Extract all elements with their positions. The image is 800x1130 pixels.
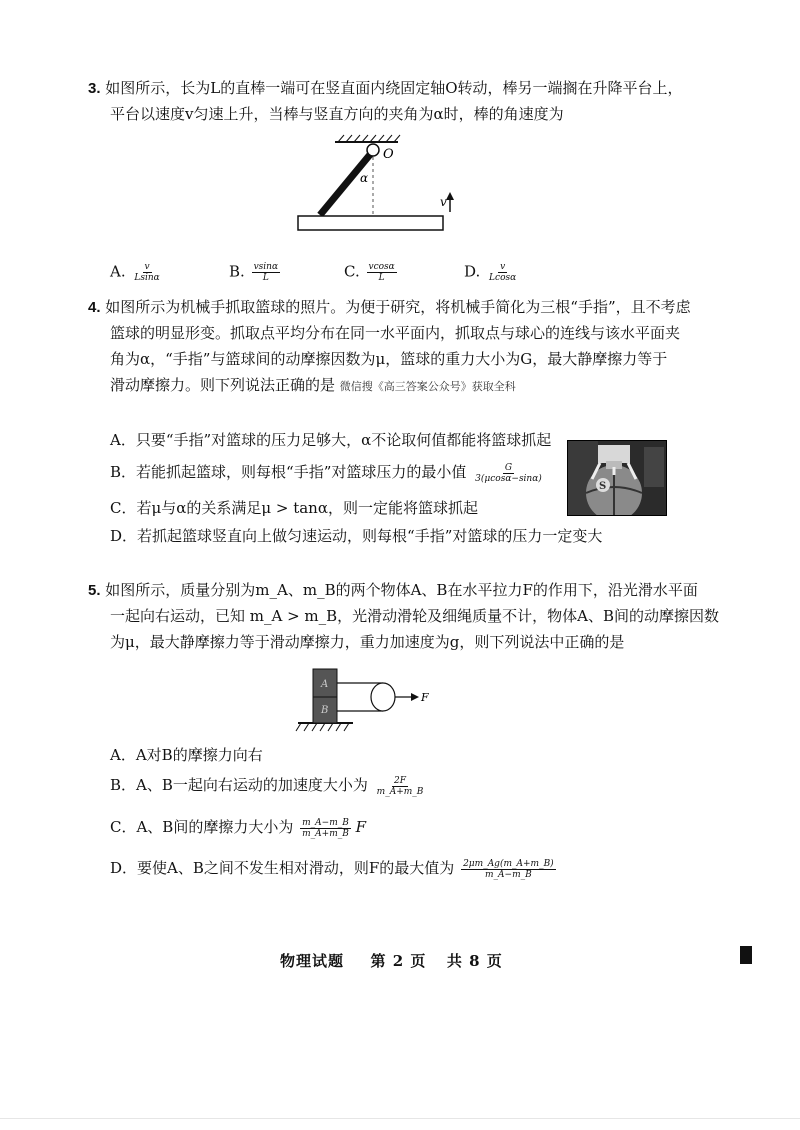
- q5-label-F: F: [421, 691, 429, 704]
- q5-option-a: A．A对B的摩擦力向右: [110, 746, 263, 764]
- basketball-robot-photo: [567, 440, 667, 516]
- q5-line3: 为μ，最大静摩擦力等于滑动摩擦力，重力加速度为g，则下列说法中正确的是: [110, 633, 625, 651]
- q5-number: 5.: [88, 582, 101, 599]
- q5-option-b: B．A、B一起向右运动的加速度大小为 $\frac{2F}{m\_A+m\_B}$: [110, 775, 424, 797]
- q5-option-d: D．要使A、B之间不发生相对滑动，则F的最大值为 $\frac{2\mu m\_Ag(m\_A+m\_B)}{m\_A-m\_B}$: [110, 858, 554, 880]
- q4-option-b: B．若能抓起篮球，则每根“手指”对篮球压力的最小值 $\frac{G}{3(\mu\cos\alpha-\sin\alpha)}$: [110, 462, 542, 484]
- q3-option-d: D. $\frac{v}{Lcos\alpha}$: [464, 262, 517, 283]
- q5-option-c: C．A、B间的摩擦力大小为 $\frac{m\_A-m\_B}{m\_A+m\_B}$ F: [110, 817, 367, 839]
- q5-line2: 一起向右运动，已知 m_A > m_B，光滑动滑轮及细绳质量不计，物体A、B间的动摩擦因数: [110, 607, 720, 625]
- footer-subject: 物理试题: [280, 952, 345, 970]
- q4-line1: 4. 如图所示为机械手抓取篮球的照片。为便于研究，将机械手简化为三根“手指”，且不考虑: [88, 298, 691, 316]
- q3-label-alpha: α: [360, 171, 369, 185]
- q5-figure: [293, 665, 443, 737]
- q3-label-v: v: [440, 195, 447, 209]
- q4-option-a: A．只要“手指”对篮球的压力足够大，α不论取何值都能将篮球抓起: [110, 431, 552, 449]
- q4-line3: 角为α，“手指”与篮球间的动摩擦因数为μ，篮球的重力大小为G，最大静摩擦力等于: [110, 350, 668, 368]
- q4-option-c: C．若μ与α的关系满足μ > tanα，则一定能将篮球抓起: [110, 499, 478, 517]
- q4-number: 4.: [88, 299, 101, 316]
- q3-text-1: 如图所示，长为L的直棒一端可在竖直面内绕固定轴O转动，棒另一端搁在升降平台上，: [105, 79, 683, 97]
- q3-line1: [88, 78, 683, 99]
- corner-mark: [740, 946, 752, 964]
- q3-option-a: A. $\frac{v}{Lsin\alpha}$: [110, 262, 160, 283]
- footer-total: 共 8 页: [446, 952, 503, 970]
- q5-label-B: B: [321, 705, 329, 716]
- q3-label-O: O: [383, 147, 394, 162]
- watermark-text: 微信搜《高三答案公众号》获取全科: [339, 380, 516, 393]
- q5-label-A: A: [321, 679, 329, 690]
- q3-number: 3.: [88, 80, 101, 97]
- q3-line2: 平台以速度v匀速上升，当棒与竖直方向的夹角为α时，棒的角速度为: [110, 105, 564, 123]
- q3-figure: [290, 134, 460, 242]
- footer-page: 第 2 页: [370, 952, 427, 970]
- page-footer: [280, 950, 503, 971]
- q3-option-b: B. $\frac{vsin\alpha}{L}$: [229, 262, 279, 283]
- q4-line4: 滑动摩擦力。则下列说法正确的是 微信搜《高三答案公众号》获取全科: [110, 376, 516, 394]
- q4-line2: 篮球的明显形变。抓取点平均分布在同一水平面内，抓取点与球心的连线与该水平面夹: [110, 324, 681, 342]
- bottom-divider: [0, 1118, 800, 1119]
- q5-line1: 5. 如图所示，质量分别为m_A、m_B的两个物体A、B在水平拉力F的作用下，沿光滑水平面: [88, 581, 698, 599]
- photo-letter: S: [599, 481, 607, 492]
- q3-option-c: C. $\frac{vcos\alpha}{L}$: [344, 262, 395, 283]
- q4-option-d: D．若抓起篮球竖直向上做匀速运动，则每根“手指”对篮球的压力一定变大: [110, 527, 603, 545]
